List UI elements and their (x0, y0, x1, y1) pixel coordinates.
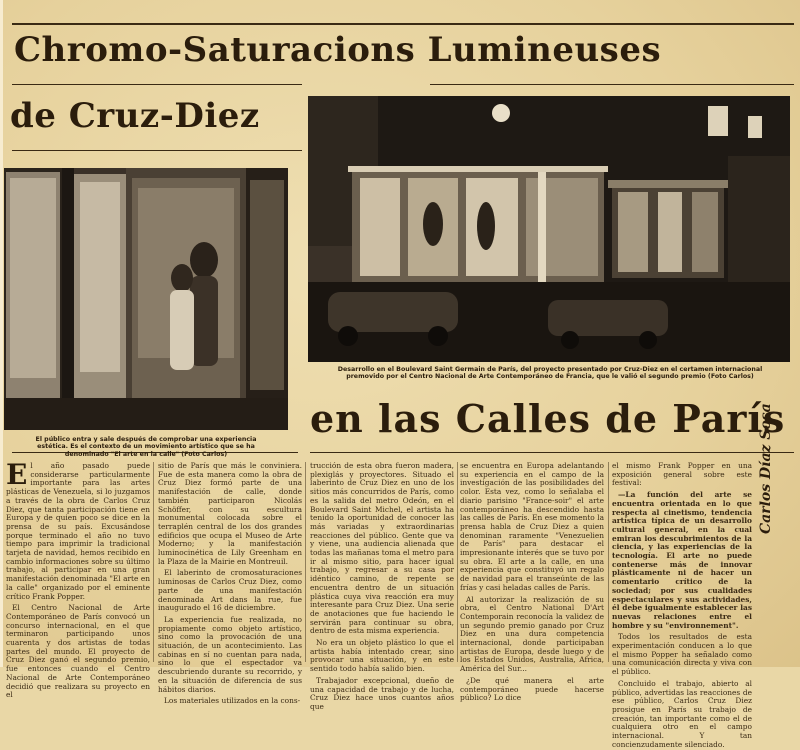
headline-rule-1b (430, 84, 794, 85)
headline-rule-2 (12, 150, 302, 151)
col5-paragraph-1: el mismo Frank Popper en una exposición general sobre este festival: (612, 461, 752, 488)
col1-paragraph-2: El Centro Nacional de Arte Contemporáneo de París convocó un concurso internacional, en el que terminaron participando unos cuarenta y dos artistas de todas partes del mundo. El proyecto de Cruz Diez ganó el segundo premio, fue entonces cuando el Centro Nacional de Arte Contemporáneo decidió que realizara su proyecto en el (6, 603, 150, 700)
col1-paragraph-1: El año pasado puede considerarse particularmente importante para las artes plásticas de Venezuela, si lo juzgamos a través de la obra de Carlos Cruz Diez, que tanta participación tiene en Europa y de quien poco se dice en la prensa de su país. Excusándose porque terminado el año no tuvo tiempo para imprimir la tradicional tarjeta de navidad, hemos recibido en cambio informaciones sobre su último trabajo, al participar en una gran manifestación denominada "El arte en la calle" organizado por el eminente crítico Frank Popper. (6, 458, 150, 601)
article-column-4 (460, 461, 604, 703)
photo-right-caption: Desarrollo en el Boulevard Saint Germain de París, del proyecto presentado por Cruz-Diez en el certamen internacional premovido por el Centro Nacional de Arte Contemporáneo de Francia, que le valió el segundo premio (Foto Carlos) (337, 366, 763, 381)
paper-edge-left (0, 0, 3, 667)
col3-paragraph-1: trucción de esta obra fueron madera, plexiglás y proyectores. Situado el laberinto de Cruz Diez en uno de los sitios más concurridos de París, como es la salida del metro Odeón, en el Boulevard Saint Michel, el artista ha tenido la oportunidad de conocer las más variadas y extraordinarias reacciones del público. Gente que va y viene, una audiencia alienada que todas las mañanas toma el metro para ir al mismo sitio, para hacer igual trabajo, y regresar a su casa por idéntico camino, de repente se encuentra dentro de un situación plástica cuya viva reacción era muy interesante para Cruz Diez. Una serie de anotaciones que fue haciendo le servirán para continuar su obra, dentro de esta misma experiencia. (310, 461, 454, 636)
col2-paragraph-3: La experiencia fue realizada, no propiamente como objeto artístico, sino como la provocación de una situación, de un acontecimiento. Las cabinas en sí no cuentan para nada, sino lo que el espectador va descubriendo durante su recorrido, y en la situación de diferencia de sus hábitos diarios. (158, 614, 302, 694)
headline-rule-3 (310, 452, 794, 453)
col5-paragraph-3: Todos los resultados de esta experimentación conducen a lo que el mismo Popper ha señalado como una comunicación directa y viva con el público. (612, 632, 752, 677)
drop-cap: E (6, 458, 28, 491)
top-rule (12, 23, 794, 25)
photo-labyrinth-entrance (4, 168, 288, 430)
col3-paragraph-3: Trabajador excepcional, dueño de una capacidad de trabajo y de lucha, Cruz Diez hace unos cuantos años que (310, 675, 454, 711)
column-divider-4 (608, 462, 609, 662)
headline-line-1: Chromo-Saturacions Lumineuses (14, 30, 662, 70)
headline-line-2: de Cruz-Diez (10, 96, 260, 136)
col2-paragraph-1: sitio de París que más le conviniera. Fue de esta manera como la obra de Cruz Diez formó parte de una manifestación de calle, donde también participaron Nicolás Schöffer, con su escultura monumental colocada sobre el terraplén central de los dos grandes edificios que ocupa el Museo de Arte Moderno; y la manifestación luminocinética de Lily Greenham en la Plaza de la Mairie en Montreuil. (158, 461, 302, 566)
article-column-2 (158, 461, 302, 706)
col2-paragraph-4: Los materiales utilizados en la cons- (164, 696, 301, 706)
col4-paragraph-2: Al autorizar la realización de su obra, el Centro National D'Art Contemporain reconocía la validez de un segundo premio ganado por Cruz Diez en una dura competencia internacional, donde participaban artistas de Europa, desde luego y de los Estados Unidos, Australia, Africa, América del Sur... (460, 594, 604, 674)
photo-boulevard-image (308, 96, 790, 362)
col4-paragraph-1: se encuentra en Europa adelantando su experiencia en el campo de la investigación de las posibilidades del color. Esta vez, como lo señalaba el diario parisino "France-soir" el arte contemporáneo ha descendido hasta las calles de París. En ese momento la prensa habla de Cruz Diez a quien denominan raramente "Venezuelien de París" para destacar el impresionante interés que se tuvo por su obra. El arte a la calle, en una experiencia que constituyó un regalo de navidad para el transeúnte de las frías y casi heladas calles de París. (460, 461, 604, 592)
column-divider-3 (457, 462, 458, 662)
photo-labyrinth-entrance-image (4, 168, 288, 430)
headline-rule-1 (12, 84, 302, 85)
col5-paragraph-4: Concluido el trabajo, abierto al público, advertidas las reacciones de ese público, Carlos Cruz Diez prosigue en París su trabajo de creación, tan importante como el de cualquiera otro en el campo internacional. Y tan concienzudamente silenciado. (612, 678, 752, 749)
photo-boulevard-saint-germain (308, 96, 790, 362)
photo-left-caption: El público entra y sale después de comprobar una experiencia estética. Es el contexto de un movimiento artístico que se ha denominado "El arte en la calle" (Foto Carlos) (35, 436, 257, 458)
article-column-3 (310, 461, 454, 711)
col5-paragraph-2: —La función del arte se encuentra orientada en lo que respecta al cinetismo, tendencia artística típica de un desarrollo cultural general, en la cual emiran los descubrimientos de la ciencia, y las experiencias de la tecnología. El arte no puede contenerse más de innovar plásticamente ni de hacer un comentario crítico de la sociedad; por sus cualidades espectaculares y sus actividades, él debe igualmente establecer las nuevas relaciones entre el hombre y su "environnement". (612, 490, 752, 630)
col2-paragraph-2: El laberinto de cromosaturaciones luminosas de Carlos Cruz Diez, como parte de una manifestación denominada Art dans la rue, fue inaugurado el 16 de diciembre. (158, 568, 302, 613)
author-byline: Carlos Díaz Sosa (758, 403, 774, 534)
headline-line-3: en las Calles de París (310, 396, 786, 441)
column-divider-1 (153, 462, 154, 662)
article-column-1 (6, 458, 150, 700)
column-divider-2 (305, 462, 306, 662)
col3-paragraph-2: No era un objeto plástico lo que el artista había intentado crear, sino provocar una situación, y en este sentido todo había salido bien. (310, 638, 454, 674)
col4-paragraph-3: ¿De qué manera el arte contemporáneo puede hacerse público? Lo dice (460, 675, 604, 703)
article-column-5 (612, 461, 752, 749)
